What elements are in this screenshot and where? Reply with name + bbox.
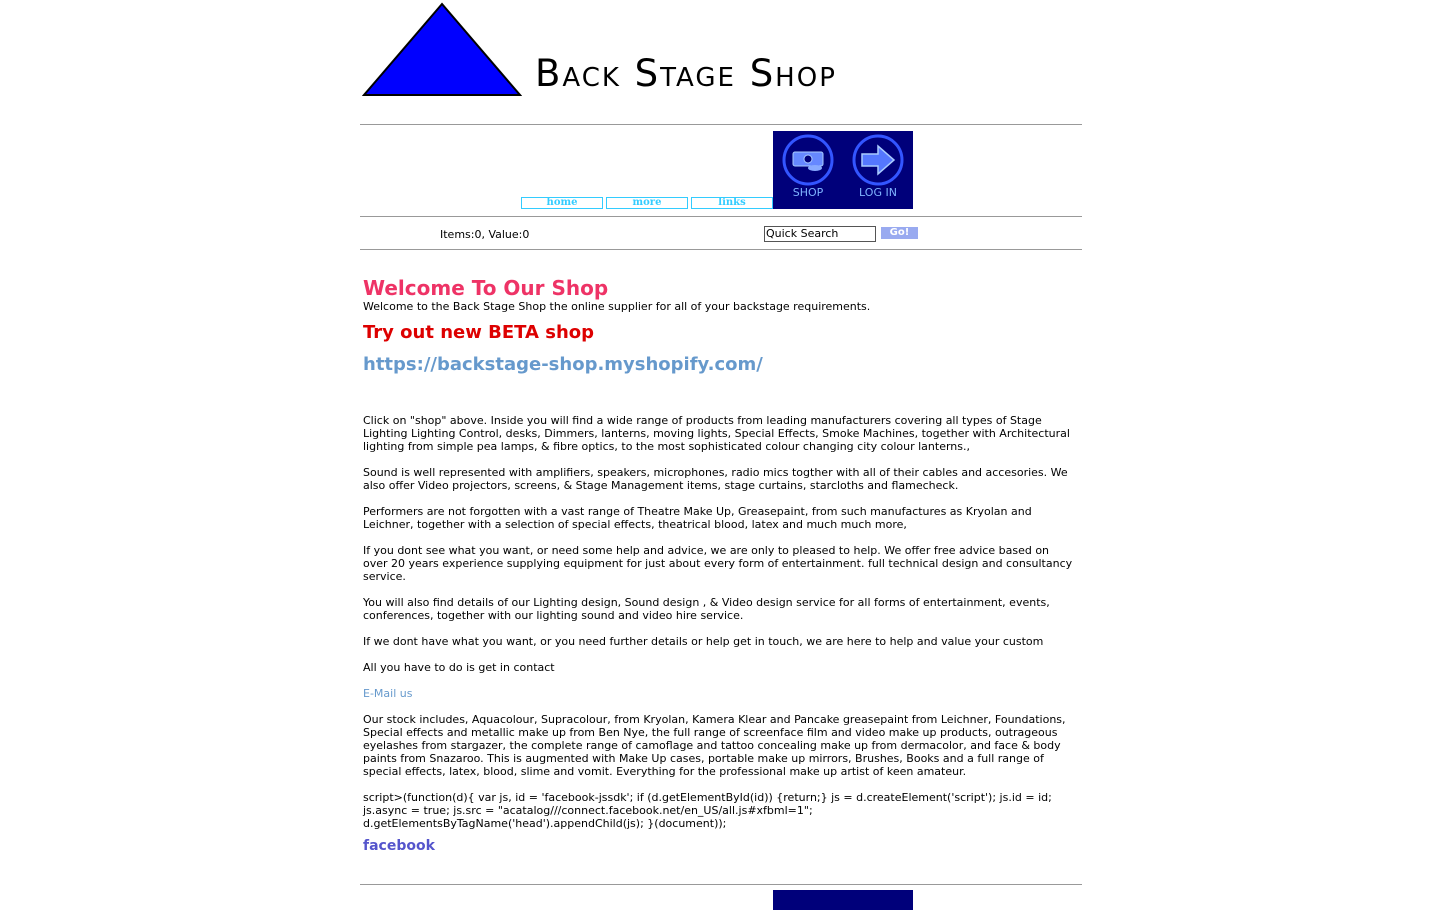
login-button[interactable] [843,131,913,209]
money-icon [782,134,834,186]
script-text: script>(function(d){ var js, id = 'facebook-jssdk'; if (d.getElementById(id)) {return;} js = d.createElement('script'); js.id = id; js.async = true; js.src = "acatalog///connect.facebook.net/en_US/all.js#xfbml=1"; d.getElementsByTagName('head').appendChild(js); }(document)); [363,791,1052,830]
performers-paragraph: Performers are not forgotten with a vast range of Theatre Make Up, Greasepaint, from such manufactures as Kryolan and Leichner, together with a selection of special effects, theatrical blood, latex and much much more, [363,505,1032,531]
arrow-right-icon [852,134,904,186]
intro-paragraph: Click on "shop" above. Inside you will find a wide range of products from leading manufacturers covering all types of Stage Lighting Lighting Control, desks, Dimmers, lanterns, moving lights, Special Effects, Smoke Machines, together with Architectural lighting from simple pea lamps, & fibre optics, to the most sophisticated colour changing city colour lanterns., [363,414,1070,453]
welcome-title: Welcome To Our Shop [363,276,609,300]
email-us-link[interactable]: E-Mail us [363,687,413,700]
nav-links-button[interactable]: links [691,197,773,209]
cart-summary: Items:0, Value:0 [440,228,530,241]
shop-login-panel [773,131,913,209]
footer-icon-panel [773,890,913,910]
main-content [363,276,1075,853]
divider [360,884,1082,885]
nav-more-button[interactable]: more [606,197,688,209]
design-paragraph: You will also find details of our Lighting design, Sound design , & Video design service for all forms of entertainment, events, conferences, together with our lighting sound and video hire service. [363,596,1050,622]
quick-search-input[interactable]: Quick Search [764,226,876,242]
search-go-button[interactable]: Go! [881,227,918,239]
shop-button[interactable] [773,131,843,209]
welcome-text: Welcome to the Back Stage Shop the online supplier for all of your backstage requirements. [363,300,871,313]
page [360,0,1082,900]
divider [360,124,1082,125]
stock-paragraph: Our stock includes, Aquacolour, Supracolour, from Kryolan, Kamera Klear and Pancake greasepaint from Leichner, Foundations, Special effects and metallic make up from Ben Nye, the full range of screenface film and video make up products, outrageous eyelashes from stargazer, the complete range of camoflage and tattoo concealing make up from dermacolor, and face & body paints from Snazaroo. This is augmented with Make Up cases, portable make up mirrors, Brushes, Books and a full range of special effects, latex, blood, slime and vomit. Everything for the professional make up artist of keen amateur. [363,713,1066,778]
beta-title: Try out new BETA shop [363,322,595,343]
divider [360,216,1082,217]
advice-paragraph: If you dont see what you want, or need some help and advice, we are only to pleased to help. We offer free advice based on over 20 years experience supplying equipment for just about every form of entertainment. full technical design and consultancy service. [363,544,1073,583]
facebook-link[interactable]: facebook [363,838,435,854]
nav-home-button[interactable]: home [521,197,603,209]
login-label: LOG IN [859,186,897,199]
logo-triangle-icon[interactable] [362,2,522,97]
sound-paragraph: Sound is well represented with amplifiers, speakers, microphones, radio mics togther with all of their cables and accesories. We also offer Video projectors, screens, & Stage Management items, stage curtains, starcloths and flamecheck. [363,466,1068,492]
shop-label: SHOP [792,186,824,199]
contact-paragraph: If we dont have what you want, or you need further details or help get in touch, we are here to help and value your custom [363,635,1044,648]
get-in-contact-text: All you have to do is get in contact [363,661,555,674]
beta-shop-link[interactable]: https://backstage-shop.myshopify.com/ [363,354,763,375]
divider [360,249,1082,250]
logo-text[interactable]: Back Stage Shop [535,52,837,95]
